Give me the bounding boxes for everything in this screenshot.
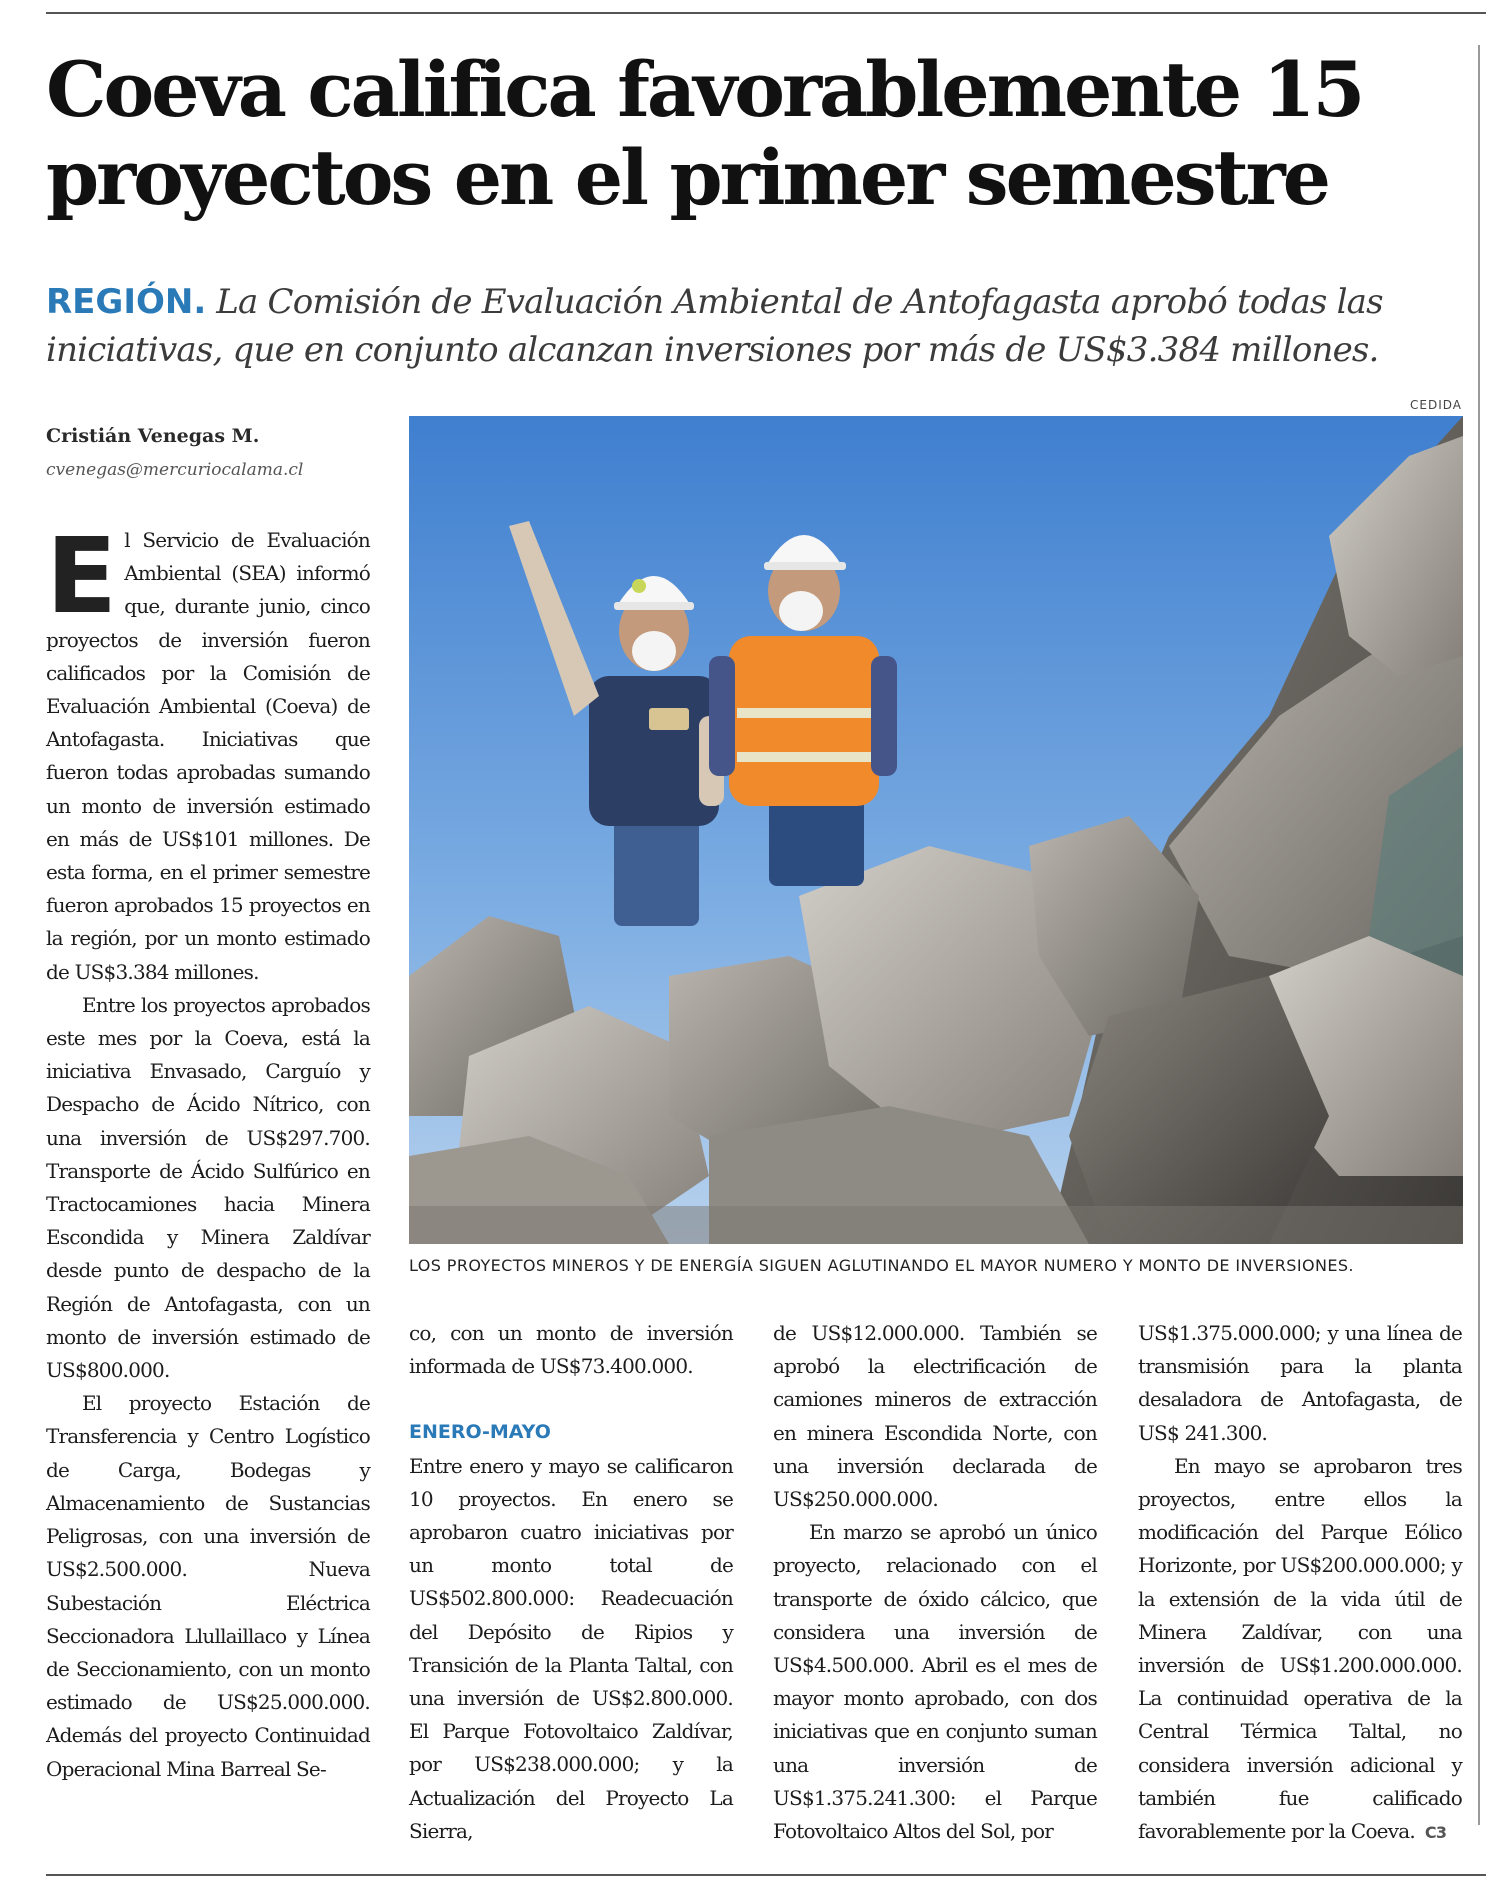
paragraph-4: co, con un monto de inversión informada de US$73.400.000. (409, 1321, 733, 1379)
section-label: REGIÓN. (46, 282, 207, 322)
byline-author: Cristián Venegas M. (46, 425, 260, 447)
dek-text: La Comisión de Evaluación Ambiental de Antofagasta aprobó todas las iniciativas, que en conjunto alcanzan inversiones por más de US$3.384 millones. (46, 282, 1383, 370)
paragraph-5: Entre enero y mayo se calificaron 10 proyectos. En enero se aprobaron cuatro iniciativas por un monto total de US$502.800.000: Readecuación del Depósito de Ripios y Transición de la Planta Taltal, con una inversión de US$2.800.000. El Parque Fotovoltaico Zaldívar, por US$238.000.000; y la Actualización del Proyecto La Sierra, (409, 1453, 733, 1843)
paragraph-2: Entre los proyectos aprobados este mes por la Coeva, está la iniciativa Envasado, Carguío y Despacho de Ácido Nítrico, con una inversión de US$297.700. Transporte de Ácido Sulfúrico en Tractocamiones hacia Minera Escondida y Minera Zaldívar desde punto de despacho de la Región de Antofagasta, con un monto de inversión estimado de US$800.000. (46, 992, 370, 1383)
end-mark: C3 (1424, 1823, 1447, 1843)
paragraph-6: de US$12.000.000. También se aprobó la electrificación de camiones mineros de extracción en minera Escondida Norte, con una inversión declarada de US$250.000.000. (773, 1321, 1097, 1512)
paragraph-8: US$1.375.000.000; y una línea de transmisión para la planta desaladora de Antofagasta, de US$ 241.300. (1138, 1321, 1462, 1445)
column-4 (1138, 1317, 1462, 1849)
column-3 (773, 1317, 1097, 1848)
article-photo (409, 416, 1463, 1244)
photo-caption: LOS PROYECTOS MINEROS Y DE ENERGÍA SIGUEN AGLUTINANDO EL MAYOR NUMERO Y MONTO DE INVERSIONES. (409, 1256, 1354, 1275)
bottom-rule (46, 1874, 1486, 1876)
top-rule (46, 12, 1486, 14)
paragraph-3: El proyecto Estación de Transferencia y Centro Logístico de Carga, Bodegas y Almacenamiento de Sustancias Peligrosas, con una inversión de US$2.500.000. Nueva Subestación Eléctrica Seccionadora Llullaillaco y Línea de Seccionamiento, con un monto estimado de US$25.000.000. Además del proyecto Continuidad Operacional Mina Barreal Se- (46, 1391, 370, 1781)
mining-workers-photo (409, 416, 1463, 1244)
paragraph-1: l Servicio de Evaluación Ambiental (SEA) informó que, durante junio, cinco proyectos de inversión fueron calificados por la Comisión de Evaluación Ambiental (Coeva) de Antofagasta. Iniciativas que fueron todas aprobadas sumando un monto de inversión estimado en más de US$101 millones. De esta forma, en el primer semestre fueron aprobados 15 proyectos en la región, por un monto estimado de US$3.384 millones. (46, 528, 370, 984)
column-2 (409, 1317, 733, 1848)
drop-cap: E (46, 515, 117, 637)
column-1 (46, 515, 370, 1786)
byline-email: cvenegas@mercuriocalama.cl (46, 460, 304, 480)
subhead-enero-mayo: ENERO-MAYO (409, 1421, 551, 1444)
headline: Coeva califica favorablemente 15 proyectos en el primer semestre (46, 45, 1363, 222)
paragraph-7: En marzo se aprobó un único proyecto, relacionado con el transporte de óxido cálcico, que considera una inversión de US$4.500.000. Abril es el mes de mayor monto aprobado, con dos iniciativas que en conjunto suman una inversión de US$1.375.241.300: el Parque Fotovoltaico Altos del Sol, por (773, 1520, 1097, 1844)
photo-credit: CEDIDA (1410, 398, 1462, 412)
paragraph-9: En mayo se aprobaron tres proyectos, entre ellos la modificación del Parque Eólico Horizonte, por US$200.000.000; y la extensión de la vida útil de Minera Zaldívar, con una inversión de US$1.200.000.000. La continuidad operativa de la Central Térmica Taltal, no considera inversión adicional y también fue calificado favorablemente por la Coeva. (1138, 1453, 1462, 1844)
page-edge-rule (1478, 45, 1480, 1825)
dek (46, 278, 1466, 374)
